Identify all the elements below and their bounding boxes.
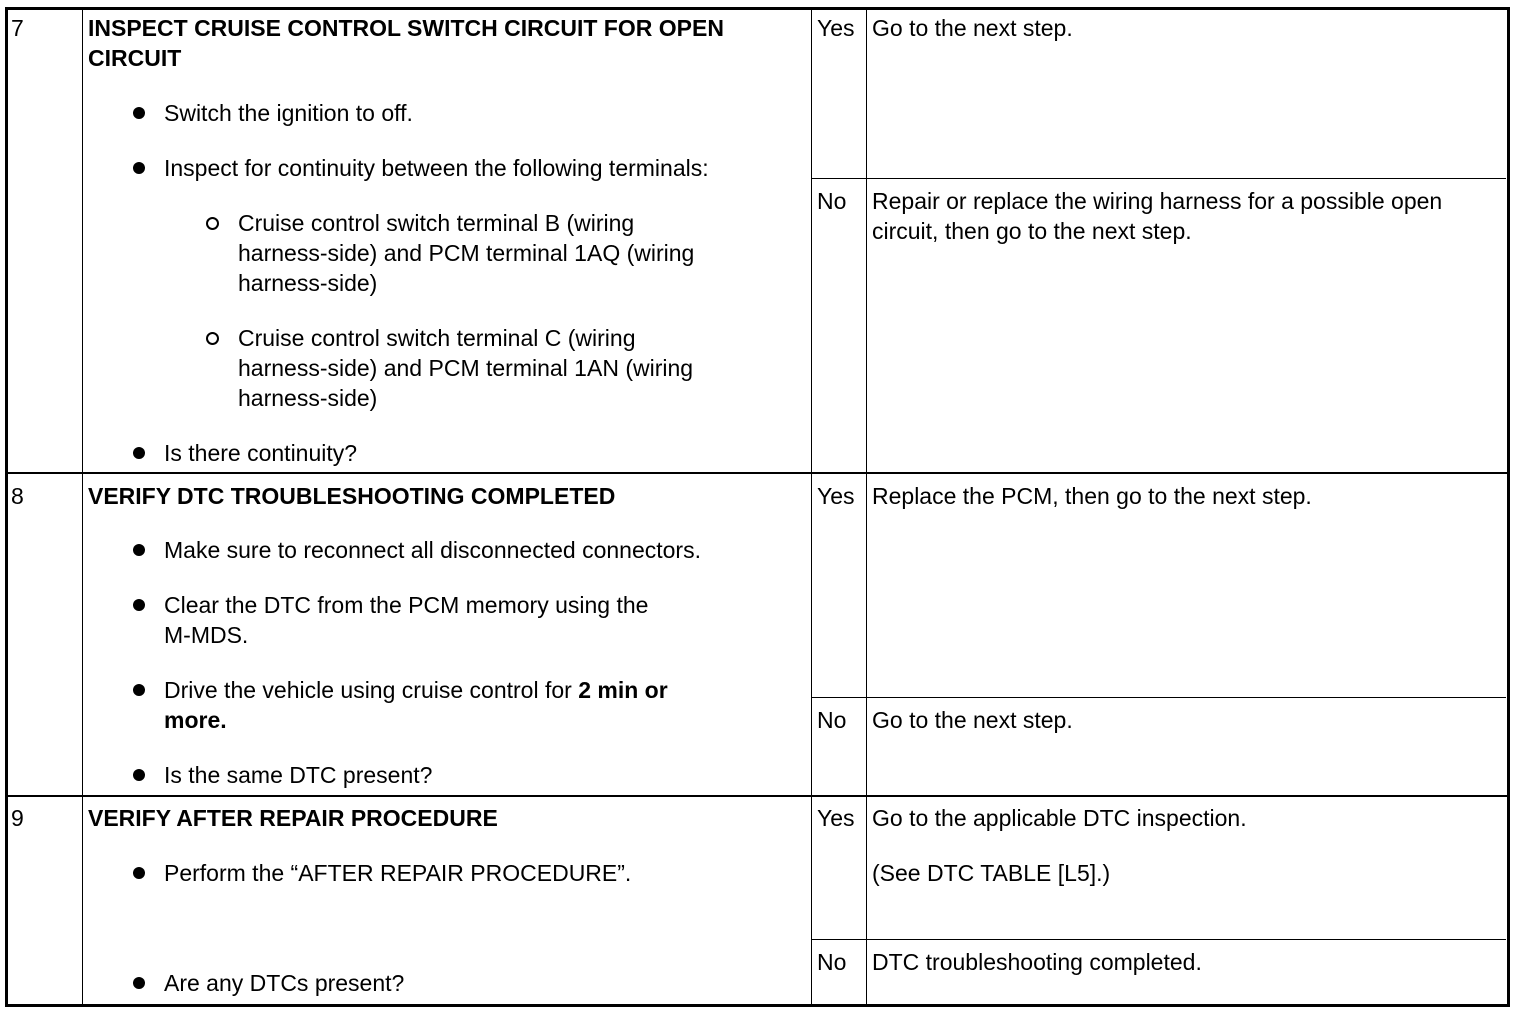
- no-action: Repair or replace the wiring harness for a possible open: [872, 188, 1443, 214]
- step-title: VERIFY DTC TROUBLESHOOTING COMPLETED: [88, 483, 616, 509]
- result-divider: [811, 939, 1506, 940]
- step-title: INSPECT CRUISE CONTROL SWITCH CIRCUIT FOR OPEN: [88, 15, 724, 41]
- instruction-text-plain: Drive the vehicle using cruise control for: [164, 677, 579, 703]
- row-divider: [6, 472, 1507, 474]
- yes-label: Yes: [817, 483, 855, 509]
- sub-bullet-icon: [206, 332, 219, 345]
- sub-instruction-text: Cruise control switch terminal C (wiring: [238, 325, 636, 351]
- bullet-icon: [133, 162, 145, 174]
- instruction-text: Clear the DTC from the PCM memory using the: [164, 592, 649, 618]
- column-divider: [866, 8, 867, 1004]
- sub-instruction-text: harness-side) and PCM terminal 1AQ (wiring: [238, 240, 695, 266]
- result-divider: [811, 697, 1506, 698]
- yes-action: Go to the next step.: [872, 15, 1073, 41]
- step-number: 7: [11, 15, 24, 41]
- reference-note: (See DTC TABLE [L5].): [872, 860, 1111, 886]
- bullet-icon: [133, 544, 145, 556]
- sub-instruction-text: harness-side): [238, 385, 378, 411]
- question-text: Are any DTCs present?: [164, 970, 405, 996]
- yes-label: Yes: [817, 805, 855, 831]
- no-action: circuit, then go to the next step.: [872, 218, 1192, 244]
- no-action: Go to the next step.: [872, 707, 1073, 733]
- bullet-icon: [133, 599, 145, 611]
- bullet-icon: [133, 447, 145, 459]
- no-action: DTC troubleshooting completed.: [872, 949, 1202, 975]
- instruction-text: [164, 675, 668, 705]
- column-divider: [82, 8, 83, 1004]
- yes-action: Replace the PCM, then go to the next step.: [872, 483, 1312, 509]
- bullet-icon: [133, 684, 145, 696]
- bullet-icon: [133, 867, 145, 879]
- instruction-text-emphasis: more.: [164, 707, 227, 733]
- no-label: No: [817, 707, 847, 733]
- sub-instruction-text: harness-side) and PCM terminal 1AN (wiring: [238, 355, 694, 381]
- step-number: 8: [11, 483, 24, 509]
- bullet-icon: [133, 769, 145, 781]
- column-divider: [811, 8, 812, 1004]
- bullet-icon: [133, 977, 145, 989]
- instruction-text: Perform the “AFTER REPAIR PROCEDURE”.: [164, 860, 632, 886]
- step-title: CIRCUIT: [88, 45, 182, 71]
- no-label: No: [817, 949, 847, 975]
- sub-bullet-icon: [206, 217, 219, 230]
- bullet-icon: [133, 107, 145, 119]
- instruction-text: Make sure to reconnect all disconnected connectors.: [164, 537, 701, 563]
- result-divider: [811, 178, 1506, 179]
- yes-action: Go to the applicable DTC inspection.: [872, 805, 1247, 831]
- instruction-text: Inspect for continuity between the following terminals:: [164, 155, 709, 181]
- question-text: Is the same DTC present?: [164, 762, 433, 788]
- step-number: 9: [11, 805, 24, 831]
- instruction-text: M-MDS.: [164, 622, 249, 648]
- sub-instruction-text: Cruise control switch terminal B (wiring: [238, 210, 635, 236]
- row-divider: [6, 795, 1507, 797]
- instruction-text-emphasis: 2 min or: [578, 677, 668, 703]
- step-title: VERIFY AFTER REPAIR PROCEDURE: [88, 805, 498, 831]
- sub-instruction-text: harness-side): [238, 270, 378, 296]
- question-text: Is there continuity?: [164, 440, 358, 466]
- no-label: No: [817, 188, 847, 214]
- yes-label: Yes: [817, 15, 855, 41]
- instruction-text: Switch the ignition to off.: [164, 100, 413, 126]
